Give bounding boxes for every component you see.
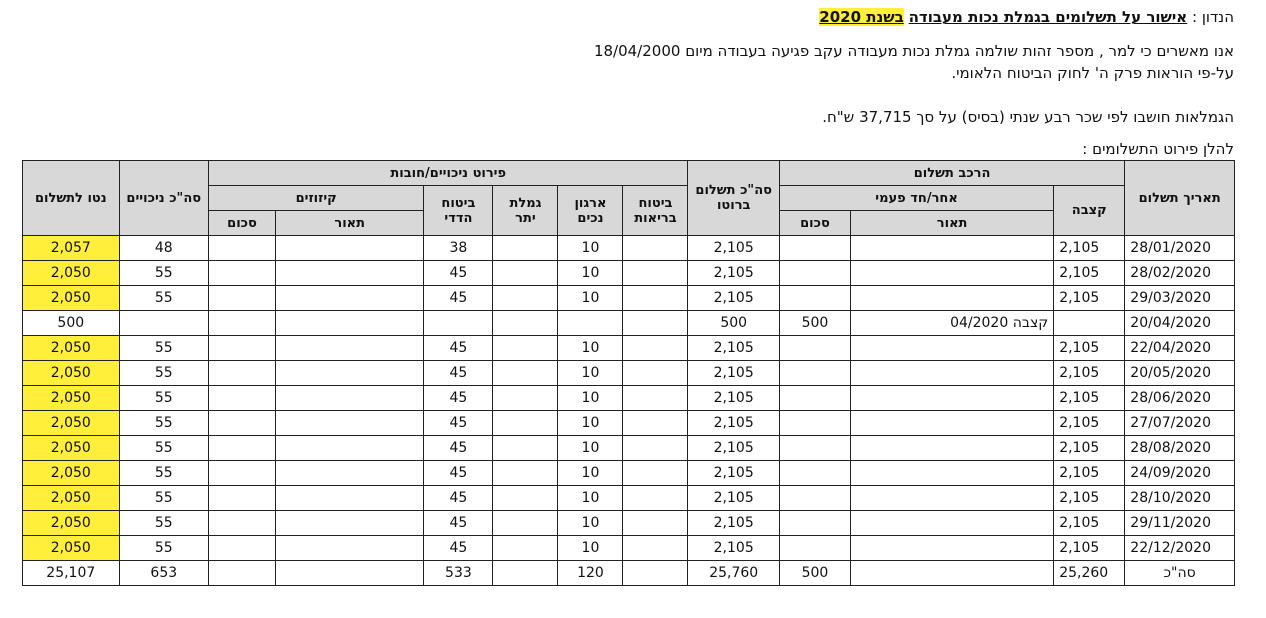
- header-offset-desc: תאור: [276, 211, 424, 236]
- cell-pension: [493, 536, 558, 561]
- header-health: ביטוח בריאות: [623, 186, 688, 236]
- table-row: [23, 411, 1235, 436]
- cell-org: 10: [558, 336, 623, 361]
- cell-off-amount: [208, 261, 275, 286]
- header-mutual: ביטוח הדדי: [424, 186, 493, 236]
- cell-other-amount: [779, 386, 850, 411]
- cell-allowance: 2,105: [1054, 361, 1125, 386]
- cell-mutual: 45: [424, 486, 493, 511]
- subject-year: בשנת 2020: [819, 8, 904, 26]
- cell-off-desc: [276, 361, 424, 386]
- cell-pension: [493, 286, 558, 311]
- cell-date: 27/07/2020: [1125, 411, 1235, 436]
- cell-total-ded: 55: [119, 286, 208, 311]
- cell-allowance: 2,105: [1054, 336, 1125, 361]
- total-mutual: 533: [424, 561, 493, 586]
- cell-off-amount: [208, 461, 275, 486]
- table-row: [23, 236, 1235, 261]
- cell-pension: [493, 311, 558, 336]
- cell-org: 10: [558, 436, 623, 461]
- cell-date: 20/05/2020: [1125, 361, 1235, 386]
- cell-gross: 2,105: [688, 486, 779, 511]
- cell-total-ded: 55: [119, 261, 208, 286]
- cell-allowance: 2,105: [1054, 286, 1125, 311]
- cell-allowance: 2,105: [1054, 486, 1125, 511]
- cell-other-amount: [779, 486, 850, 511]
- cell-net: 2,050: [23, 261, 120, 286]
- cell-other-amount: [779, 511, 850, 536]
- cell-off-amount: [208, 361, 275, 386]
- header-other-desc: תאור: [851, 211, 1054, 236]
- cell-gross: 2,105: [688, 236, 779, 261]
- total-pension: [493, 561, 558, 586]
- cell-off-desc: [276, 261, 424, 286]
- cell-other-desc: קצבה 04/2020: [851, 311, 1054, 336]
- cell-other-desc: [851, 436, 1054, 461]
- cell-mutual: [424, 311, 493, 336]
- cell-pension: [493, 236, 558, 261]
- cell-org: 10: [558, 461, 623, 486]
- cell-health: [623, 386, 688, 411]
- cell-date: 22/12/2020: [1125, 536, 1235, 561]
- cell-health: [623, 436, 688, 461]
- cell-net: 2,050: [23, 486, 120, 511]
- cell-pension: [493, 336, 558, 361]
- total-total-ded: 653: [119, 561, 208, 586]
- cell-other-desc: [851, 386, 1054, 411]
- cell-allowance: 2,105: [1054, 386, 1125, 411]
- cell-org: 10: [558, 511, 623, 536]
- cell-mutual: 45: [424, 261, 493, 286]
- cell-other-amount: [779, 236, 850, 261]
- cell-pension: [493, 461, 558, 486]
- cell-health: [623, 411, 688, 436]
- cell-date: 20/04/2020: [1125, 311, 1235, 336]
- cell-pension: [493, 411, 558, 436]
- header-deductions: פירוט ניכויים/חובות: [208, 161, 688, 186]
- cell-gross: 2,105: [688, 286, 779, 311]
- total-allowance: 25,260: [1054, 561, 1125, 586]
- cell-total-ded: 55: [119, 336, 208, 361]
- cell-net: 2,050: [23, 286, 120, 311]
- cell-off-desc: [276, 286, 424, 311]
- table-row: [23, 536, 1235, 561]
- cell-other-amount: [779, 361, 850, 386]
- totals-row: [23, 561, 1235, 586]
- cell-other-desc: [851, 536, 1054, 561]
- cell-total-ded: 55: [119, 361, 208, 386]
- law-line: על-פי הוראות פרק ה' לחוק הביטוח הלאומי.: [951, 64, 1234, 82]
- subject-prefix: הנדון :: [1192, 8, 1234, 26]
- cell-net: 2,050: [23, 436, 120, 461]
- cell-health: [623, 311, 688, 336]
- cell-allowance: [1054, 311, 1125, 336]
- cell-health: [623, 236, 688, 261]
- cell-date: 28/06/2020: [1125, 386, 1235, 411]
- cell-other-amount: [779, 261, 850, 286]
- cell-mutual: 45: [424, 286, 493, 311]
- cell-other-desc: [851, 511, 1054, 536]
- cell-org: 10: [558, 386, 623, 411]
- cell-gross: 2,105: [688, 536, 779, 561]
- cell-total-ded: 55: [119, 486, 208, 511]
- cell-off-amount: [208, 336, 275, 361]
- cell-other-desc: [851, 361, 1054, 386]
- cell-off-desc: [276, 536, 424, 561]
- cell-other-desc: [851, 286, 1054, 311]
- cell-pension: [493, 261, 558, 286]
- cell-other-amount: [779, 286, 850, 311]
- cell-total-ded: 55: [119, 536, 208, 561]
- cell-off-desc: [276, 486, 424, 511]
- cell-off-desc: [276, 511, 424, 536]
- cell-off-amount: [208, 311, 275, 336]
- cell-pension: [493, 361, 558, 386]
- cell-org: 10: [558, 286, 623, 311]
- cell-date: 24/09/2020: [1125, 461, 1235, 486]
- cell-other-desc: [851, 261, 1054, 286]
- cell-off-desc: [276, 436, 424, 461]
- total-other-amount: 500: [779, 561, 850, 586]
- cell-other-amount: [779, 411, 850, 436]
- cell-total-ded: 55: [119, 436, 208, 461]
- cell-off-amount: [208, 286, 275, 311]
- cell-net: 500: [23, 311, 120, 336]
- total-net: 25,107: [23, 561, 120, 586]
- cell-other-amount: [779, 336, 850, 361]
- cell-org: 10: [558, 361, 623, 386]
- cell-net: 2,050: [23, 361, 120, 386]
- cell-total-ded: 55: [119, 386, 208, 411]
- cell-org: 10: [558, 486, 623, 511]
- cell-mutual: 45: [424, 361, 493, 386]
- table-row: [23, 486, 1235, 511]
- cell-org: 10: [558, 261, 623, 286]
- cell-off-amount: [208, 411, 275, 436]
- header-net: נטו לתשלום: [23, 161, 120, 236]
- cell-date: 29/11/2020: [1125, 511, 1235, 536]
- cell-other-amount: [779, 436, 850, 461]
- table-row: [23, 286, 1235, 311]
- cell-total-ded: 48: [119, 236, 208, 261]
- cell-other-amount: [779, 461, 850, 486]
- cell-date: 29/03/2020: [1125, 286, 1235, 311]
- cell-mutual: 38: [424, 236, 493, 261]
- subject-title: אישור על תשלומים בגמלת נכות מעבודה: [908, 8, 1188, 26]
- cell-other-desc: [851, 336, 1054, 361]
- cell-mutual: 45: [424, 511, 493, 536]
- table-row: [23, 336, 1235, 361]
- header-other-amount: סכום: [779, 211, 850, 236]
- total-off-desc: [276, 561, 424, 586]
- cell-gross: 2,105: [688, 461, 779, 486]
- cell-net: 2,050: [23, 511, 120, 536]
- cell-net: 2,050: [23, 386, 120, 411]
- table-row: [23, 436, 1235, 461]
- cell-pension: [493, 511, 558, 536]
- cell-mutual: 45: [424, 386, 493, 411]
- cell-other-desc: [851, 236, 1054, 261]
- cell-other-desc: [851, 486, 1054, 511]
- table-row: [23, 361, 1235, 386]
- cell-health: [623, 261, 688, 286]
- cell-health: [623, 511, 688, 536]
- cell-allowance: 2,105: [1054, 536, 1125, 561]
- cell-allowance: 2,105: [1054, 511, 1125, 536]
- cell-date: 28/01/2020: [1125, 236, 1235, 261]
- cell-off-amount: [208, 511, 275, 536]
- cell-gross: 2,105: [688, 386, 779, 411]
- confirmation-line: אנו מאשרים כי למר , מספר זהות שולמה גמלת נכות מעבודה עקב פגיעה בעבודה מיום 18/04/2000: [593, 42, 1234, 60]
- cell-total-ded: [119, 311, 208, 336]
- cell-gross: 2,105: [688, 436, 779, 461]
- cell-gross: 2,105: [688, 411, 779, 436]
- cell-org: 10: [558, 536, 623, 561]
- details-intro-line: להלן פירוט התשלומים :: [1082, 140, 1234, 158]
- cell-date: 28/10/2020: [1125, 486, 1235, 511]
- cell-org: 10: [558, 411, 623, 436]
- total-org: 120: [558, 561, 623, 586]
- table-row: [23, 511, 1235, 536]
- cell-org: [558, 311, 623, 336]
- cell-net: 2,050: [23, 536, 120, 561]
- cell-gross: 2,105: [688, 336, 779, 361]
- header-offset-amount: סכום: [208, 211, 275, 236]
- cell-pension: [493, 386, 558, 411]
- cell-date: 28/02/2020: [1125, 261, 1235, 286]
- header-total-deductions: סה"כ ניכויים: [119, 161, 208, 236]
- cell-other-amount: 500: [779, 311, 850, 336]
- table-row: [23, 311, 1235, 336]
- cell-date: 22/04/2020: [1125, 336, 1235, 361]
- cell-health: [623, 336, 688, 361]
- total-label: סה"כ: [1125, 561, 1235, 586]
- cell-net: 2,050: [23, 411, 120, 436]
- cell-off-desc: [276, 236, 424, 261]
- cell-other-desc: [851, 411, 1054, 436]
- header-gross: סה"כ תשלום ברוטו: [688, 161, 779, 236]
- header-composition: הרכב תשלום: [779, 161, 1124, 186]
- cell-net: 2,057: [23, 236, 120, 261]
- cell-total-ded: 55: [119, 511, 208, 536]
- cell-off-amount: [208, 436, 275, 461]
- cell-off-desc: [276, 461, 424, 486]
- total-gross: 25,760: [688, 561, 779, 586]
- cell-gross: 2,105: [688, 361, 779, 386]
- cell-off-amount: [208, 386, 275, 411]
- header-other: אחר/חד פעמי: [779, 186, 1053, 211]
- cell-net: 2,050: [23, 336, 120, 361]
- cell-health: [623, 286, 688, 311]
- cell-total-ded: 55: [119, 461, 208, 486]
- cell-health: [623, 461, 688, 486]
- cell-health: [623, 536, 688, 561]
- cell-org: 10: [558, 236, 623, 261]
- cell-off-desc: [276, 311, 424, 336]
- table-row: [23, 461, 1235, 486]
- cell-allowance: 2,105: [1054, 411, 1125, 436]
- cell-allowance: 2,105: [1054, 461, 1125, 486]
- cell-off-desc: [276, 411, 424, 436]
- cell-other-amount: [779, 536, 850, 561]
- total-other-desc: [851, 561, 1054, 586]
- cell-off-amount: [208, 236, 275, 261]
- table-row: [23, 386, 1235, 411]
- cell-other-desc: [851, 461, 1054, 486]
- header-org: ארגון נכים: [558, 186, 623, 236]
- cell-mutual: 45: [424, 461, 493, 486]
- cell-pension: [493, 486, 558, 511]
- cell-allowance: 2,105: [1054, 261, 1125, 286]
- cell-off-desc: [276, 336, 424, 361]
- cell-mutual: 45: [424, 411, 493, 436]
- header-allowance: קצבה: [1054, 186, 1125, 236]
- payments-table: [22, 160, 1235, 586]
- cell-gross: 2,105: [688, 261, 779, 286]
- cell-mutual: 45: [424, 336, 493, 361]
- header-offsets: קיזוזים: [208, 186, 423, 211]
- cell-off-desc: [276, 386, 424, 411]
- cell-off-amount: [208, 536, 275, 561]
- header-date: תאריך תשלום: [1125, 161, 1235, 236]
- cell-health: [623, 486, 688, 511]
- total-off-amount: [208, 561, 275, 586]
- subject-line: [819, 8, 1234, 26]
- cell-allowance: 2,105: [1054, 436, 1125, 461]
- cell-date: 28/08/2020: [1125, 436, 1235, 461]
- header-pension: גמלת יתר: [493, 186, 558, 236]
- cell-gross: 2,105: [688, 511, 779, 536]
- cell-mutual: 45: [424, 536, 493, 561]
- cell-off-amount: [208, 486, 275, 511]
- cell-total-ded: 55: [119, 411, 208, 436]
- cell-gross: 500: [688, 311, 779, 336]
- cell-pension: [493, 436, 558, 461]
- total-health: [623, 561, 688, 586]
- salary-base-line: הגמלאות חושבו לפי שכר רבע שנתי (בסיס) על סך 37,715 ש"ח.: [822, 108, 1234, 126]
- cell-health: [623, 361, 688, 386]
- cell-mutual: 45: [424, 436, 493, 461]
- cell-allowance: 2,105: [1054, 236, 1125, 261]
- cell-net: 2,050: [23, 461, 120, 486]
- table-row: [23, 261, 1235, 286]
